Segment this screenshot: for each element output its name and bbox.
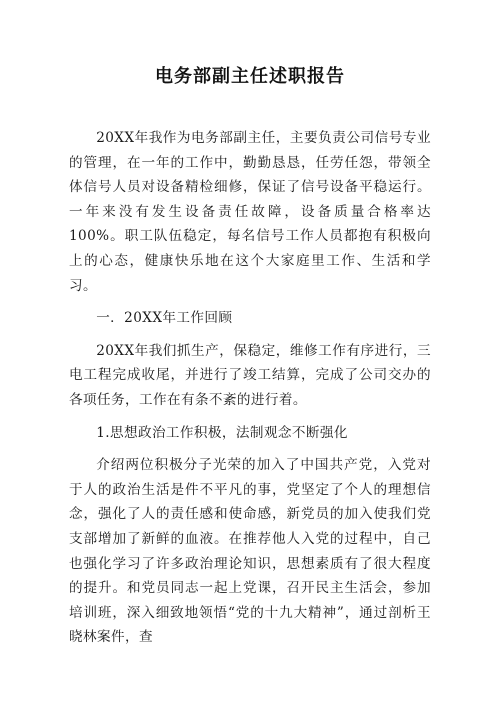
document-body (69, 126, 431, 650)
document-title: 电务部副主任述职报告 (155, 66, 345, 87)
section-heading-review: 一．20XX年工作回顾 (96, 310, 233, 327)
paragraph-intro: 20XX年我作为电务部副主任，主要负责公司信号专业的管理，在一年的工作中，勤勤恳恳，任劳任怨，带领全体信号人员对设备精检细修，保证了信号设备平稳运行。一年来没有发生设备责任故障，设备质量合格率达100%。职工队伍稳定，每名信号工作人员都抱有积极向上的心态，健康快乐地在这个大家庭里工作、生活和学习。 (69, 130, 431, 294)
subheading-political-work: 1.思想政治工作积极，法制观念不断强化 (96, 424, 348, 441)
paragraph-political-work: 介绍两位积极分子光荣的加入了中国共产党，入党对于人的政治生活是件不平凡的事，党坚定了个人的理想信念，强化了人的责任感和使命感，新党员的加入使我们党支部增加了新鲜的血液。在推荐他人入党的过程中，自己也强化学习了许多政治理论知识，思想素质有了很大程度的提升。和党员同志一起上党课，召开民主生活会，参加培训班，深入细致地领悟“党的十九大精神”，通过剖析王晓林案件，查 (69, 457, 431, 646)
paragraph-review: 20XX年我们抓生产，保稳定，维修工作有序进行，三电工程完成收尾，并进行了竣工结算，完成了公司交办的各项任务，工作在有条不紊的进行着。 (69, 342, 431, 408)
